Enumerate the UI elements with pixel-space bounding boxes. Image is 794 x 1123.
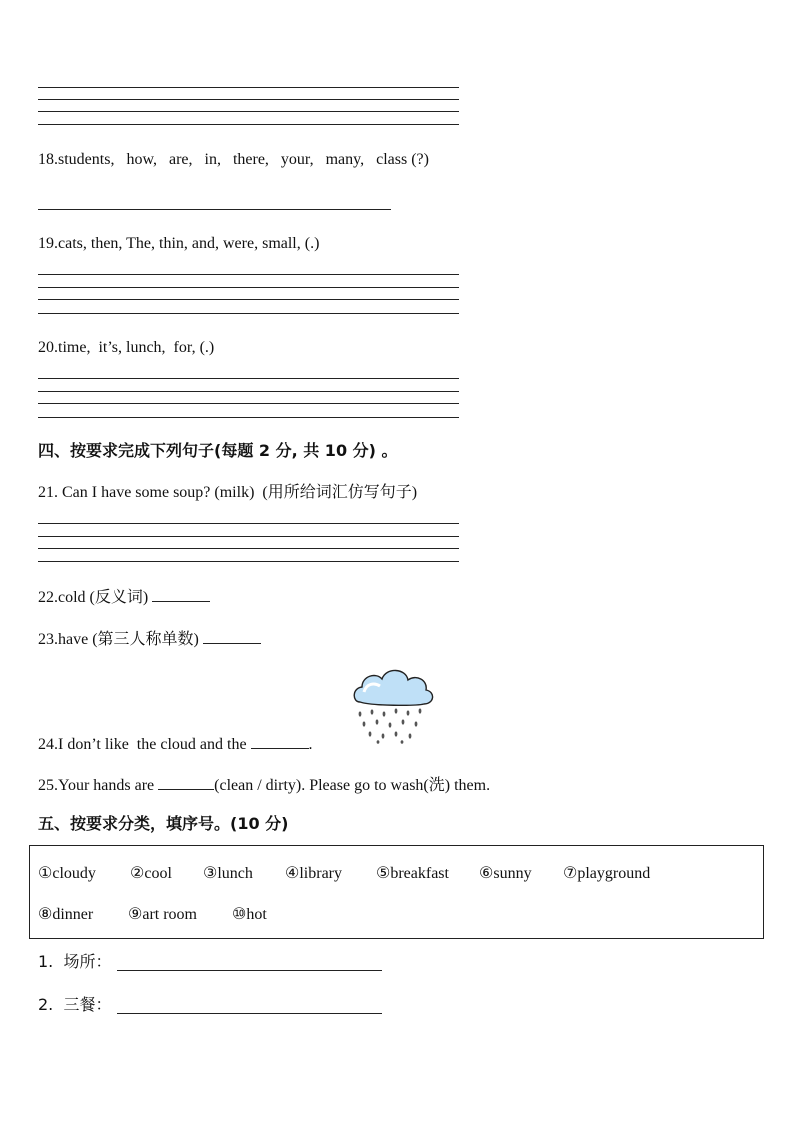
writing-line[interactable] (38, 274, 459, 275)
option-art-room: ⑨art room (128, 906, 197, 923)
writing-line[interactable] (38, 99, 459, 100)
writing-line[interactable] (38, 111, 459, 112)
writing-line[interactable] (38, 391, 459, 392)
writing-line[interactable] (38, 299, 459, 300)
writing-line[interactable] (38, 87, 459, 88)
writing-line[interactable] (38, 124, 459, 125)
writing-line[interactable] (38, 536, 459, 537)
writing-line[interactable] (38, 548, 459, 549)
answer-blank-22[interactable] (152, 587, 210, 602)
question-22-text: 22.cold (反义词) (38, 589, 153, 606)
option-lunch: ③lunch (203, 865, 253, 882)
category-meals-answer-line[interactable] (117, 1013, 382, 1014)
question-24 (38, 734, 313, 755)
question-23 (38, 629, 261, 650)
answer-blank-23[interactable] (203, 629, 261, 644)
category-places-label: 1. 场所： (38, 952, 112, 971)
option-playground: ⑦playground (563, 865, 651, 882)
option-hot: ⑩hot (232, 906, 267, 923)
section-4-heading: 四、按要求完成下列句子(每题 2 分, 共 10 分) 。 (38, 441, 398, 460)
question-24-text: 24.I don’t like the cloud and the (38, 736, 251, 753)
category-meals-label: 2. 三餐： (38, 995, 112, 1014)
question-18: 18.students, how, are, in, there, your, many, class (?) (38, 151, 429, 168)
writing-line[interactable] (38, 287, 459, 288)
writing-line[interactable] (38, 403, 459, 404)
question-25-text-a: 25.Your hands are (38, 777, 159, 794)
option-library: ④library (285, 865, 342, 882)
option-sunny: ⑥sunny (479, 865, 532, 882)
answer-blank-25[interactable] (158, 775, 214, 790)
answer-blank-24[interactable] (251, 734, 309, 749)
writing-line[interactable] (38, 313, 459, 314)
writing-line[interactable] (38, 523, 459, 524)
question-21: 21. Can I have some soup? (milk) (用所给词汇仿写句子) (38, 484, 418, 501)
question-25-text-b: (clean / dirty). Please go to wash(洗) them. (214, 777, 491, 794)
writing-line[interactable] (38, 417, 459, 418)
answer-line-18[interactable] (38, 209, 391, 210)
section-5-heading: 五、按要求分类，填序号。(10 分) (38, 814, 289, 833)
question-24-end: . (308, 736, 313, 753)
option-cloudy: ①cloudy (38, 865, 96, 882)
writing-line[interactable] (38, 378, 459, 379)
writing-line[interactable] (38, 561, 459, 562)
question-22 (38, 587, 210, 608)
question-23-text: 23.have (第三人称单数) (38, 631, 203, 648)
rain-cloud-icon (350, 662, 436, 744)
question-25 (38, 775, 490, 796)
question-20: 20.time, it’s, lunch, for, (.) (38, 339, 215, 356)
question-19: 19.cats, then, The, thin, and, were, small, (.) (38, 235, 320, 252)
category-places-answer-line[interactable] (117, 970, 382, 971)
option-breakfast: ⑤breakfast (376, 865, 449, 882)
option-cool: ②cool (130, 865, 172, 882)
option-dinner: ⑧dinner (38, 906, 94, 923)
